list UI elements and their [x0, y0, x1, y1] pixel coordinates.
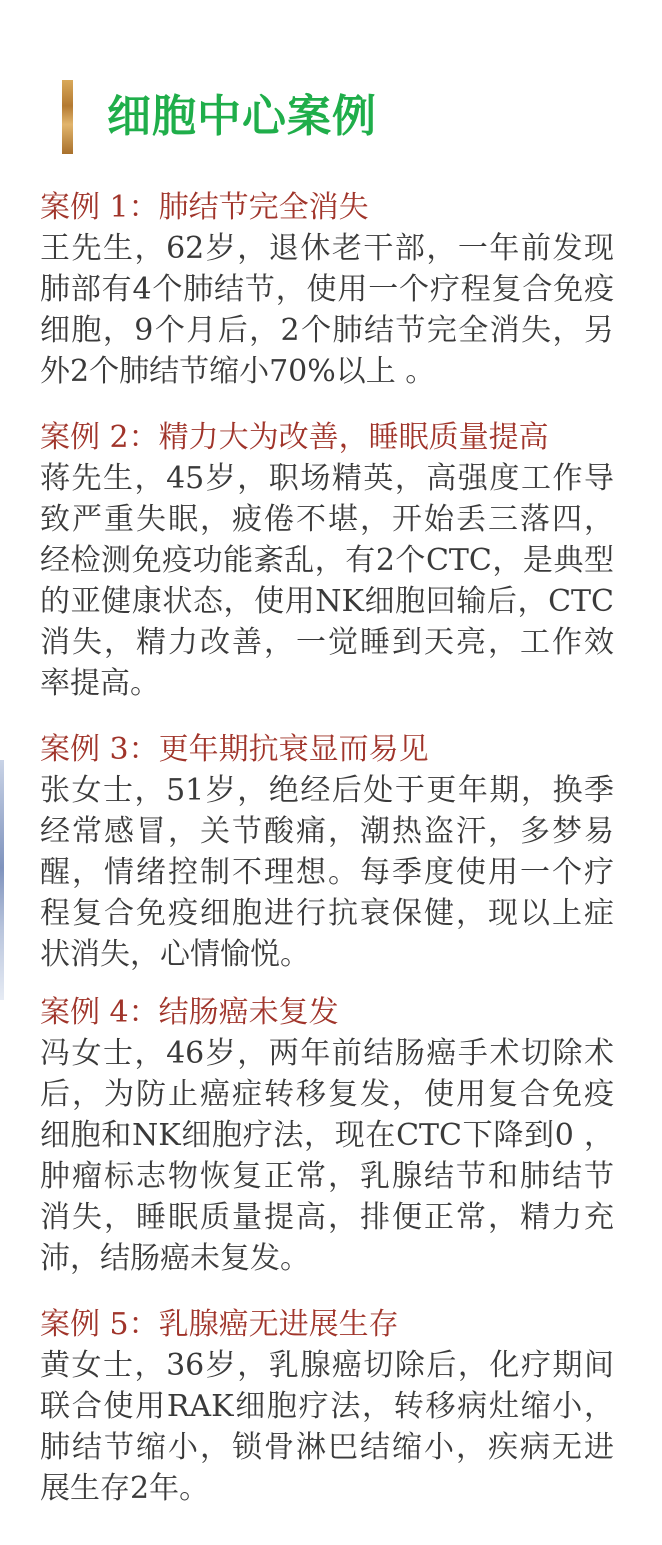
case-body — [40, 770, 614, 975]
case-item — [40, 1305, 614, 1509]
page-header — [62, 80, 377, 154]
case-body-line: 细胞和NK细胞疗法，现在CTC下降到0 ， — [40, 1118, 614, 1153]
case-body-line: 联合使用RAK细胞疗法，转移病灶缩小， — [40, 1389, 614, 1424]
case-heading: 案例 5：乳腺癌无进展生存 — [40, 1307, 399, 1342]
case-body-line: 张女士，51岁，绝经后处于更年期，换季 — [40, 773, 614, 808]
case-body-line: 肿瘤标志物恢复正常，乳腺结节和肺结节 — [40, 1159, 614, 1194]
case-body-line: 黄女士，36岁，乳腺癌切除后，化疗期间 — [40, 1348, 614, 1383]
case-body-line: 展生存2年。 — [40, 1471, 210, 1506]
case-body-line: 肺结节缩小，锁骨淋巴结缩小，疾病无进 — [40, 1430, 614, 1465]
case-body-line: 致严重失眠，疲倦不堪，开始丢三落四， — [40, 502, 614, 537]
case-body — [40, 1033, 614, 1279]
case-heading: 案例 1：肺结节完全消失 — [40, 190, 369, 225]
case-body — [40, 458, 614, 704]
case-body-line: 肺部有4个肺结节，使用一个疗程复合免疫 — [40, 272, 614, 307]
case-heading: 案例 2：精力大为改善，睡眠质量提高 — [40, 420, 549, 455]
case-body-line: 冯女士，46岁，两年前结肠癌手术切除术 — [40, 1036, 614, 1071]
case-body-line: 状消失，心情愉悦。 — [40, 937, 310, 972]
case-body-line: 蒋先生，45岁，职场精英，高强度工作导 — [40, 461, 614, 496]
case-body-line: 外2个肺结节缩小70%以上 。 — [40, 354, 436, 389]
case-body-line: 经检测免疫功能紊乱，有2个CTC，是典型 — [40, 543, 614, 578]
case-body-line: 醒，情绪控制不理想。每季度使用一个疗 — [40, 855, 614, 890]
case-body-line: 王先生，62岁，退休老干部，一年前发现 — [40, 231, 614, 266]
title-accent-bar — [62, 80, 73, 154]
case-body-line: 消失，精力改善，一觉睡到天亮，工作效 — [40, 625, 614, 660]
case-body-line: 率提高。 — [40, 666, 160, 701]
case-heading: 案例 3：更年期抗衰显而易见 — [40, 732, 429, 767]
case-item — [40, 188, 614, 392]
case-body-line: 后，为防止癌症转移复发，使用复合免疫 — [40, 1077, 614, 1112]
case-item — [40, 418, 614, 704]
case-item — [40, 730, 614, 975]
case-body-line: 沛，结肠癌未复发。 — [40, 1241, 310, 1276]
case-item — [40, 993, 614, 1279]
case-body-line: 程复合免疫细胞进行抗衰保健，现以上症 — [40, 896, 614, 931]
case-list — [40, 188, 614, 1509]
case-body-line: 的亚健康状态，使用NK细胞回输后，CTC — [40, 584, 614, 619]
case-heading: 案例 4：结肠癌未复发 — [40, 995, 339, 1030]
left-edge-decoration — [0, 760, 4, 1000]
case-body — [40, 1345, 614, 1509]
case-body-line: 细胞，9个月后，2个肺结节完全消失，另 — [40, 313, 614, 348]
case-body-line: 消失，睡眠质量提高，排便正常，精力充 — [40, 1200, 614, 1235]
case-body-line: 经常感冒，关节酸痛，潮热盗汗，多梦易 — [40, 814, 614, 849]
case-body — [40, 228, 614, 392]
page-title: 细胞中心案例 — [107, 91, 377, 142]
